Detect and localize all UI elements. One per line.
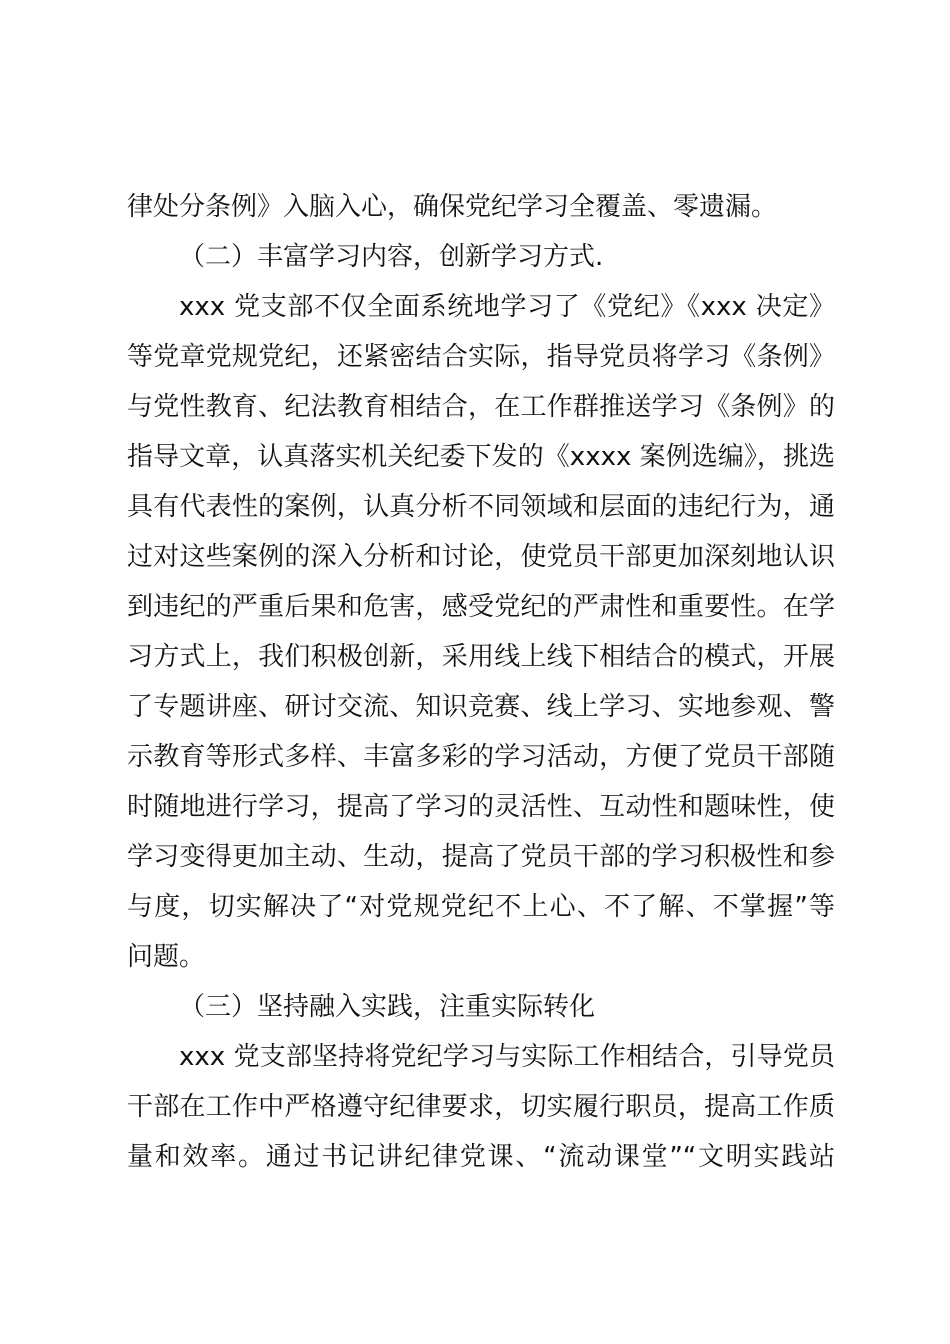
section-heading: （二）丰富学习内容，创新学习方式. [179, 242, 604, 272]
text-line: 律处分条例》入脑入心，确保党纪学习全覆盖、零遗漏。 [127, 192, 778, 222]
text-line: 量和效率。通过书记讲纪律党课、“流动课堂”“文明实践站 [127, 1142, 835, 1172]
text-line: xxx 党支部坚持将党纪学习与实际工作相结合，引导党员 [179, 1042, 835, 1072]
text-line: 到违纪的严重后果和危害，感受党纪的严肃性和重要性。在学 [127, 592, 835, 622]
text-line: 等党章党规党纪，还紧密结合实际，指导党员将学习《条例》 [127, 342, 835, 372]
text-line: 指导文章，认真落实机关纪委下发的《xxxx 案例选编》，挑选 [127, 442, 835, 472]
text-line: xxx 党支部不仅全面系统地学习了《党纪》《xxx 决定》 [179, 292, 835, 322]
text-line: 过对这些案例的深入分析和讨论，使党员干部更加深刻地认识 [127, 542, 835, 572]
text-line: 了专题讲座、研讨交流、知识竞赛、线上学习、实地参观、警 [127, 692, 835, 722]
body-text [127, 182, 835, 1182]
text-line: 学习变得更加主动、生动，提高了党员干部的学习积极性和参 [127, 842, 835, 872]
text-line: 示教育等形式多样、丰富多彩的学习活动，方便了党员干部随 [127, 742, 835, 772]
text-line: 问题。 [127, 942, 206, 972]
section-heading: （三）坚持融入实践，注重实际转化 [179, 992, 596, 1022]
text-line: 具有代表性的案例，认真分析不同领域和层面的违纪行为，通 [127, 492, 835, 522]
text-line: 时随地进行学习，提高了学习的灵活性、互动性和题味性，使 [127, 792, 835, 822]
text-line: 与度，切实解决了“对党规党纪不上心、不了解、不掌握”等 [127, 892, 835, 922]
text-line: 与党性教育、纪法教育相结合，在工作群推送学习《条例》的 [127, 392, 835, 422]
text-line: 习方式上，我们积极创新，采用线上线下相结合的模式，开展 [127, 642, 835, 672]
text-line: 干部在工作中严格遵守纪律要求，切实履行职员，提高工作质 [127, 1092, 835, 1122]
